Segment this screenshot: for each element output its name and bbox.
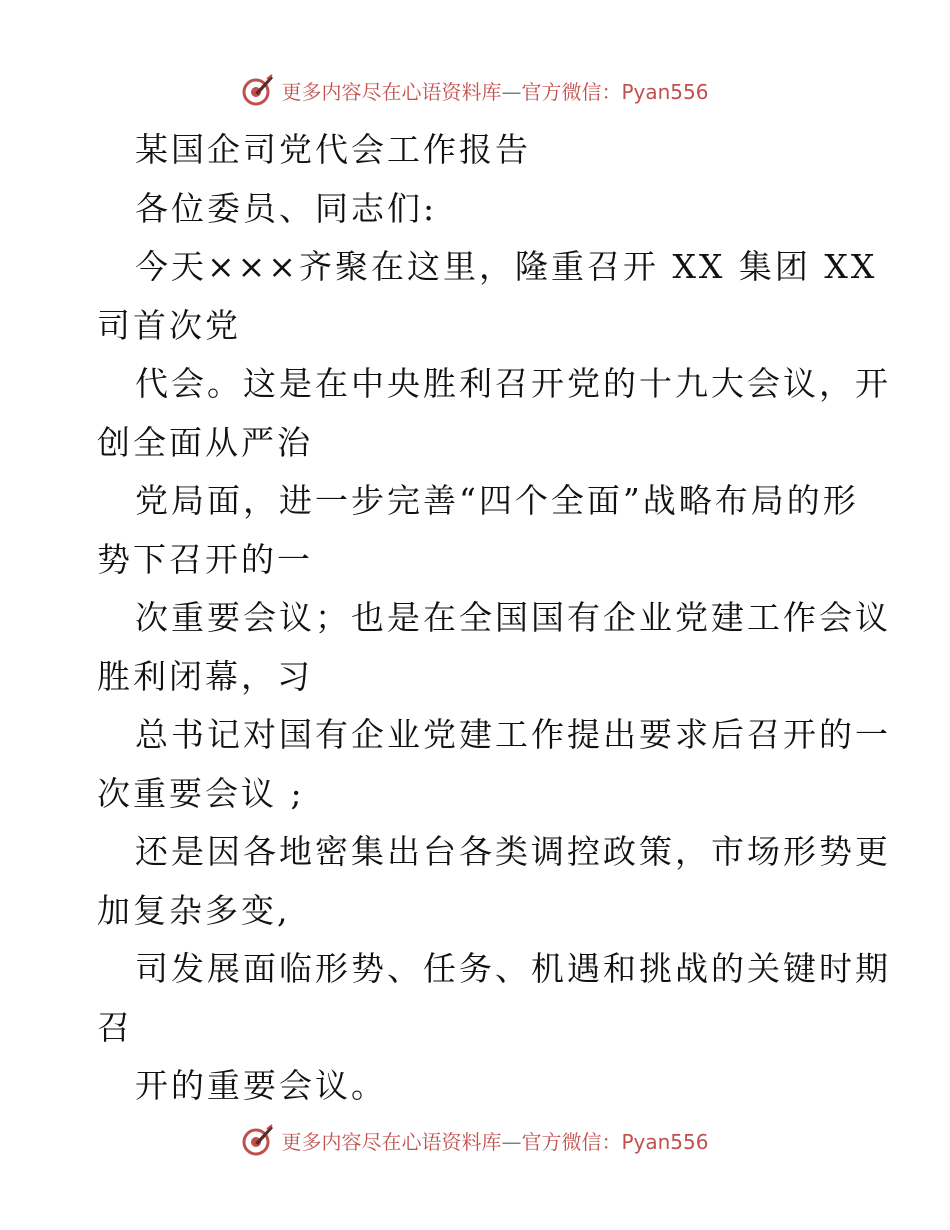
- paragraph-line: 次重要会议；也是在全国国有企业党建工作会议: [135, 598, 891, 637]
- header-banner: [0, 70, 950, 110]
- paragraph-line: 党局面，进一步完善“四个全面”战略布局的形: [135, 481, 859, 520]
- document-body: [97, 121, 891, 1116]
- salutation: 各位委员、同志们:: [135, 188, 438, 228]
- quill-pen-logo-icon: [241, 1123, 275, 1157]
- paragraph-line: 次重要会议 ;: [97, 773, 305, 813]
- paragraph-line: 司首次党: [97, 305, 241, 345]
- paragraph-line: 召: [97, 1007, 133, 1047]
- quill-pen-logo-icon: [241, 73, 275, 107]
- paragraph-line: 创全面从严治: [97, 422, 313, 462]
- paragraph-line: 总书记对国有企业党建工作提出要求后召开的一: [135, 715, 891, 754]
- paragraph-line: 代会。这是在中央胜利召开党的十九大会议，开: [135, 364, 891, 403]
- paragraph-line: 司发展面临形势、任务、机遇和挑战的关键时期: [135, 949, 891, 988]
- paragraph-line: 还是因各地密集出台各类调控政策，市场形势更: [135, 832, 891, 871]
- paragraph-line: 开的重要会议。: [135, 1066, 387, 1105]
- banner-text: 更多内容尽在心语资料库—官方微信：Pyan556: [281, 1129, 709, 1154]
- paragraph-line: 加复杂多变,: [97, 890, 291, 930]
- paragraph-line: 胜利闭幕，习: [97, 656, 313, 696]
- document-title: 某国企司党代会工作报告: [135, 130, 531, 169]
- paragraph-line: 势下召开的一: [97, 539, 313, 579]
- footer-banner: [0, 1120, 950, 1160]
- paragraph-line: 今天×××齐聚在这里，隆重召开 XX 集团 XX: [135, 247, 878, 286]
- banner-text: 更多内容尽在心语资料库—官方微信：Pyan556: [281, 79, 709, 104]
